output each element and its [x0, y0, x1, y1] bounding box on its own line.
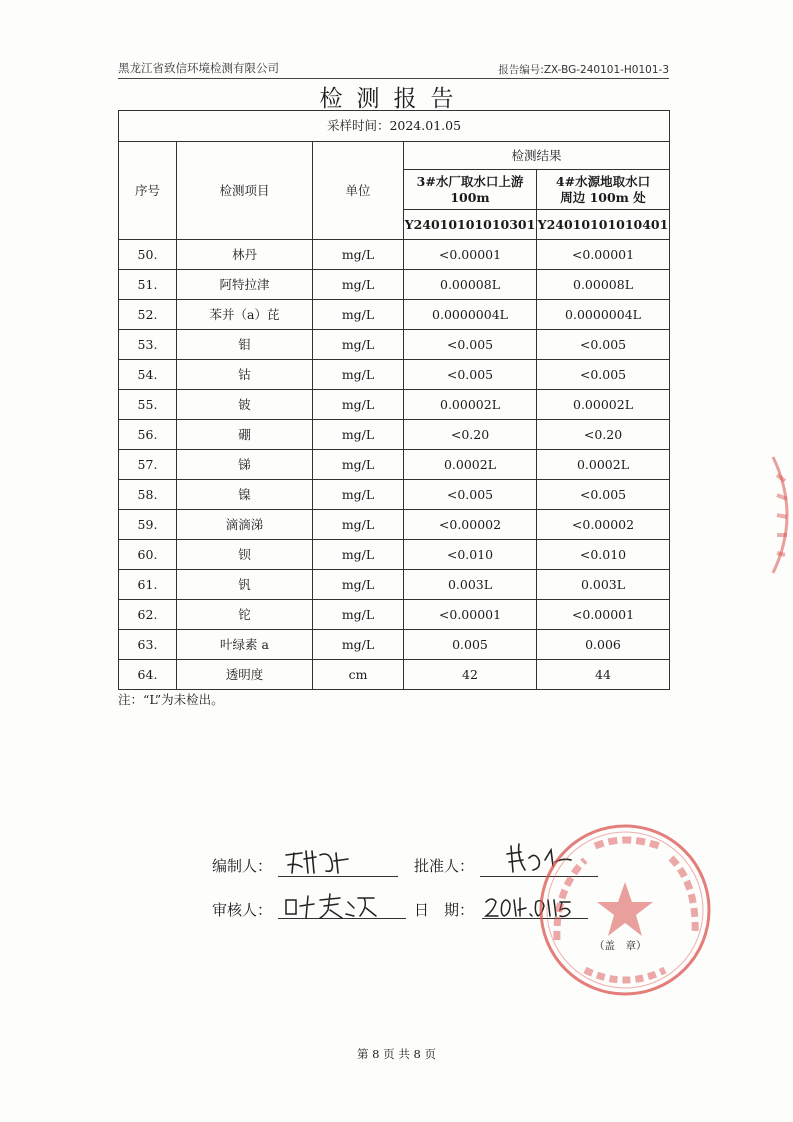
row-result-site-2: 44: [537, 660, 670, 690]
cross-page-seal: [771, 455, 793, 575]
row-unit: cm: [313, 660, 404, 690]
site-1-line-1: 3#水厂取水口上游: [416, 173, 524, 189]
row-index: 62.: [119, 600, 177, 630]
header-index: 序号: [119, 142, 177, 240]
row-unit: mg/L: [313, 360, 404, 390]
reviewer-label: 审核人：: [212, 901, 273, 919]
row-result-site-2: <0.010: [537, 540, 670, 570]
table-row: [119, 390, 670, 420]
row-result-site-1: 0.005: [404, 630, 537, 660]
row-item: 镍: [177, 480, 313, 510]
row-result-site-1: 0.00002L: [404, 390, 537, 420]
row-unit: mg/L: [313, 570, 404, 600]
report-number: 报告编号:ZX-BG-240101-H0101-3: [498, 64, 669, 76]
row-item: 钴: [177, 360, 313, 390]
row-item: 钒: [177, 570, 313, 600]
header-unit: 单位: [313, 142, 404, 240]
site-2-line-2: 周边 100m 处: [560, 189, 646, 205]
sample-2-id: Y24010101010401: [537, 210, 670, 240]
row-result-site-2: <0.00001: [537, 240, 670, 270]
row-result-site-2: 0.003L: [537, 570, 670, 600]
row-item: 叶绿素 a: [177, 630, 313, 660]
row-index: 64.: [119, 660, 177, 690]
table-row: [119, 630, 670, 660]
table-row: [119, 510, 670, 540]
row-index: 55.: [119, 390, 177, 420]
row-unit: mg/L: [313, 390, 404, 420]
table-row: [119, 600, 670, 630]
row-item: 钡: [177, 540, 313, 570]
row-result-site-2: 0.006: [537, 630, 670, 660]
row-index: 57.: [119, 450, 177, 480]
row-unit: mg/L: [313, 540, 404, 570]
row-unit: mg/L: [313, 270, 404, 300]
row-unit: mg/L: [313, 450, 404, 480]
approver-label: 批准人：: [414, 857, 475, 875]
row-index: 61.: [119, 570, 177, 600]
row-index: 59.: [119, 510, 177, 540]
row-item: 林丹: [177, 240, 313, 270]
row-result-site-1: <0.20: [404, 420, 537, 450]
row-result-site-2: <0.00001: [537, 600, 670, 630]
row-item: 硼: [177, 420, 313, 450]
reviewer-signature: [284, 892, 379, 920]
table-row: [119, 540, 670, 570]
header-divider: [118, 78, 669, 79]
table-row: [119, 660, 670, 690]
row-result-site-1: <0.005: [404, 480, 537, 510]
official-seal: [535, 820, 715, 1000]
compiler-signature: [282, 845, 352, 877]
row-result-site-2: 0.0000004L: [537, 300, 670, 330]
compiler-label: 编制人：: [212, 857, 273, 875]
table-row: [119, 240, 670, 270]
row-result-site-2: 0.00002L: [537, 390, 670, 420]
row-index: 50.: [119, 240, 177, 270]
row-item: 锑: [177, 450, 313, 480]
row-unit: mg/L: [313, 420, 404, 450]
seal-note: （盖 章）: [594, 940, 647, 952]
row-result-site-1: <0.00002: [404, 510, 537, 540]
row-unit: mg/L: [313, 600, 404, 630]
row-result-site-1: <0.005: [404, 330, 537, 360]
row-index: 58.: [119, 480, 177, 510]
results-table: [118, 110, 670, 690]
table-row: [119, 480, 670, 510]
row-unit: mg/L: [313, 300, 404, 330]
row-item: 滴滴涕: [177, 510, 313, 540]
row-result-site-1: 0.003L: [404, 570, 537, 600]
row-index: 56.: [119, 420, 177, 450]
row-item: 阿特拉津: [177, 270, 313, 300]
row-unit: mg/L: [313, 510, 404, 540]
row-result-site-1: <0.010: [404, 540, 537, 570]
row-result-site-2: <0.20: [537, 420, 670, 450]
row-unit: mg/L: [313, 240, 404, 270]
row-result-site-2: <0.005: [537, 480, 670, 510]
row-item: 铊: [177, 600, 313, 630]
row-result-site-2: <0.00002: [537, 510, 670, 540]
row-index: 52.: [119, 300, 177, 330]
row-index: 54.: [119, 360, 177, 390]
header-item: 检测项目: [177, 142, 313, 240]
row-unit: mg/L: [313, 630, 404, 660]
table-row: [119, 360, 670, 390]
row-index: 53.: [119, 330, 177, 360]
row-result-site-1: <0.00001: [404, 600, 537, 630]
table-row: [119, 300, 670, 330]
table-row: [119, 450, 670, 480]
row-result-site-1: 0.0002L: [404, 450, 537, 480]
table-note: 注：“L”为未检出。: [118, 692, 224, 707]
row-item: 钼: [177, 330, 313, 360]
table-row: [119, 330, 670, 360]
site-2-header: [537, 170, 670, 210]
site-2-line-1: 4#水源地取水口: [555, 173, 651, 189]
table-row: [119, 420, 670, 450]
table-row: [119, 570, 670, 600]
sample-1-id: Y24010101010301: [404, 210, 537, 240]
row-result-site-1: 0.00008L: [404, 270, 537, 300]
row-result-site-2: 0.00008L: [537, 270, 670, 300]
row-index: 60.: [119, 540, 177, 570]
company-name: 黑龙江省致信环境检测有限公司: [118, 61, 279, 75]
row-unit: mg/L: [313, 480, 404, 510]
site-1-line-2: 100m: [450, 189, 490, 205]
date-label: 日 期：: [414, 901, 475, 919]
row-result-site-1: 0.0000004L: [404, 300, 537, 330]
sampling-time: 采样时间：2024.01.05: [119, 111, 670, 142]
row-result-site-2: <0.005: [537, 360, 670, 390]
row-item: 苯并（a）芘: [177, 300, 313, 330]
page-footer: 第 8 页 共 8 页: [357, 1047, 436, 1061]
row-unit: mg/L: [313, 330, 404, 360]
row-index: 51.: [119, 270, 177, 300]
row-item: 透明度: [177, 660, 313, 690]
row-result-site-1: <0.00001: [404, 240, 537, 270]
site-1-header: [404, 170, 537, 210]
row-result-site-2: 0.0002L: [537, 450, 670, 480]
page-title: 检测报告: [319, 86, 468, 112]
row-result-site-1: <0.005: [404, 360, 537, 390]
row-result-site-1: 42: [404, 660, 537, 690]
row-index: 63.: [119, 630, 177, 660]
table-row: [119, 270, 670, 300]
header-results: 检测结果: [404, 142, 670, 170]
row-result-site-2: <0.005: [537, 330, 670, 360]
row-item: 铍: [177, 390, 313, 420]
